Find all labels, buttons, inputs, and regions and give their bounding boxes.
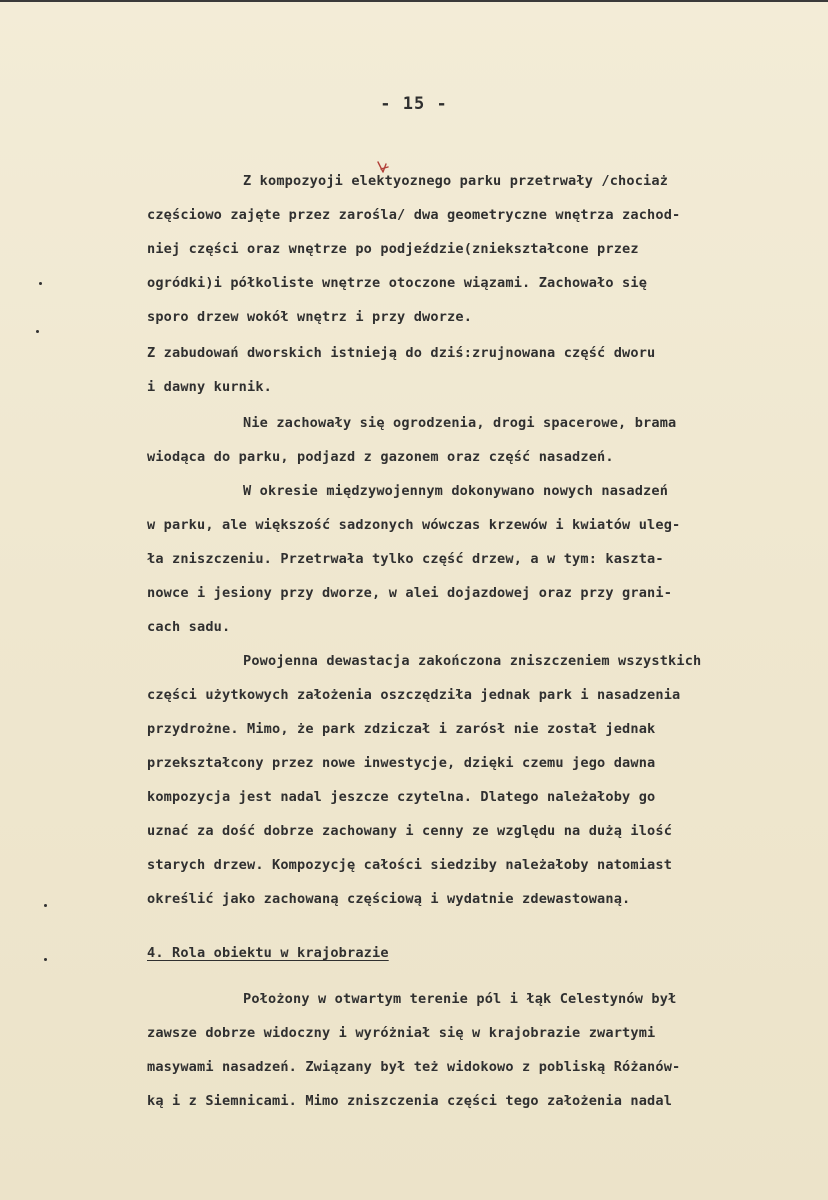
text-line-15: Powojenna dewastacja zakończona zniszczeniem wszystkich <box>243 653 702 669</box>
text-line-8: Nie zachowały się ogrodzenia, drogi spacerowe, brama <box>243 415 677 431</box>
margin-dot <box>36 330 39 333</box>
text-line-22: określić jako zachowaną częściową i wydatnie zdewastowaną. <box>147 891 631 907</box>
text-line-19: kompozycja jest nadal jeszcze czytelna. Dlatego należałoby go <box>147 789 656 805</box>
text-line-3: niej części oraz wnętrze po podjeździe(zniekształcone przez <box>147 241 639 257</box>
text-line-27: ką i z Siemnicami. Mimo zniszczenia części tego założenia nadal <box>147 1093 673 1109</box>
margin-dot <box>39 282 42 285</box>
text-line-7: i dawny kurnik. <box>147 379 273 395</box>
text-line-12: ła zniszczeniu. Przetrwała tylko część drzew, a w tym: kaszta- <box>147 551 664 567</box>
text-line-16: części użytkowych założenia oszczędziła jednak park i nasadzenia <box>147 687 681 703</box>
page-number: - 15 - <box>380 94 448 114</box>
text-line-20: uznać za dość dobrze zachowany i cenny ze względu na dużą ilość <box>147 823 673 839</box>
text-line-21: starych drzew. Kompozycję całości siedziby należałoby natomiast <box>147 857 673 873</box>
margin-dot <box>44 904 47 907</box>
text-line-5: sporo drzew wokół wnętrz i przy dworze. <box>147 309 473 325</box>
page-top-edge <box>0 0 828 2</box>
text-line-1: Z kompozyoji elektyoznego parku przetrwały /chociaż <box>243 173 669 189</box>
text-line-9: wiodąca do parku, podjazd z gazonem oraz część nasadzeń. <box>147 449 614 465</box>
text-line-24: Położony w otwartym terenie pól i łąk Celestynów był <box>243 991 677 1007</box>
text-line-2: częściowo zajęte przez zarośla/ dwa geometryczne wnętrza zachod- <box>147 207 681 223</box>
text-line-25: zawsze dobrze widoczny i wyróżniał się w krajobrazie zwartymi <box>147 1025 656 1041</box>
section-heading: 4. Rola obiektu w krajobrazie <box>147 945 389 961</box>
text-line-18: przekształcony przez nowe inwestycje, dzięki czemu jego dawna <box>147 755 656 771</box>
text-line-26: masywami nasadzeń. Związany był też widokowo z pobliską Różanów- <box>147 1059 681 1075</box>
text-line-6: Z zabudowań dworskich istnieją do dziś:zrujnowana część dworu <box>147 345 656 361</box>
text-line-13: nowce i jesiony przy dworze, w alei dojazdowej oraz przy grani- <box>147 585 673 601</box>
text-line-4: ogródki)i półkoliste wnętrze otoczone wiązami. Zachowało się <box>147 275 648 291</box>
text-line-17: przydrożne. Mimo, że park zdziczał i zarósł nie został jednak <box>147 721 656 737</box>
text-line-10: W okresie międzywojennym dokonywano nowych nasadzeń <box>243 483 669 499</box>
margin-dot <box>44 958 47 961</box>
text-line-14: cach sadu. <box>147 619 231 635</box>
text-line-11: w parku, ale większość sadzonych wówczas krzewów i kwiatów uleg- <box>147 517 681 533</box>
